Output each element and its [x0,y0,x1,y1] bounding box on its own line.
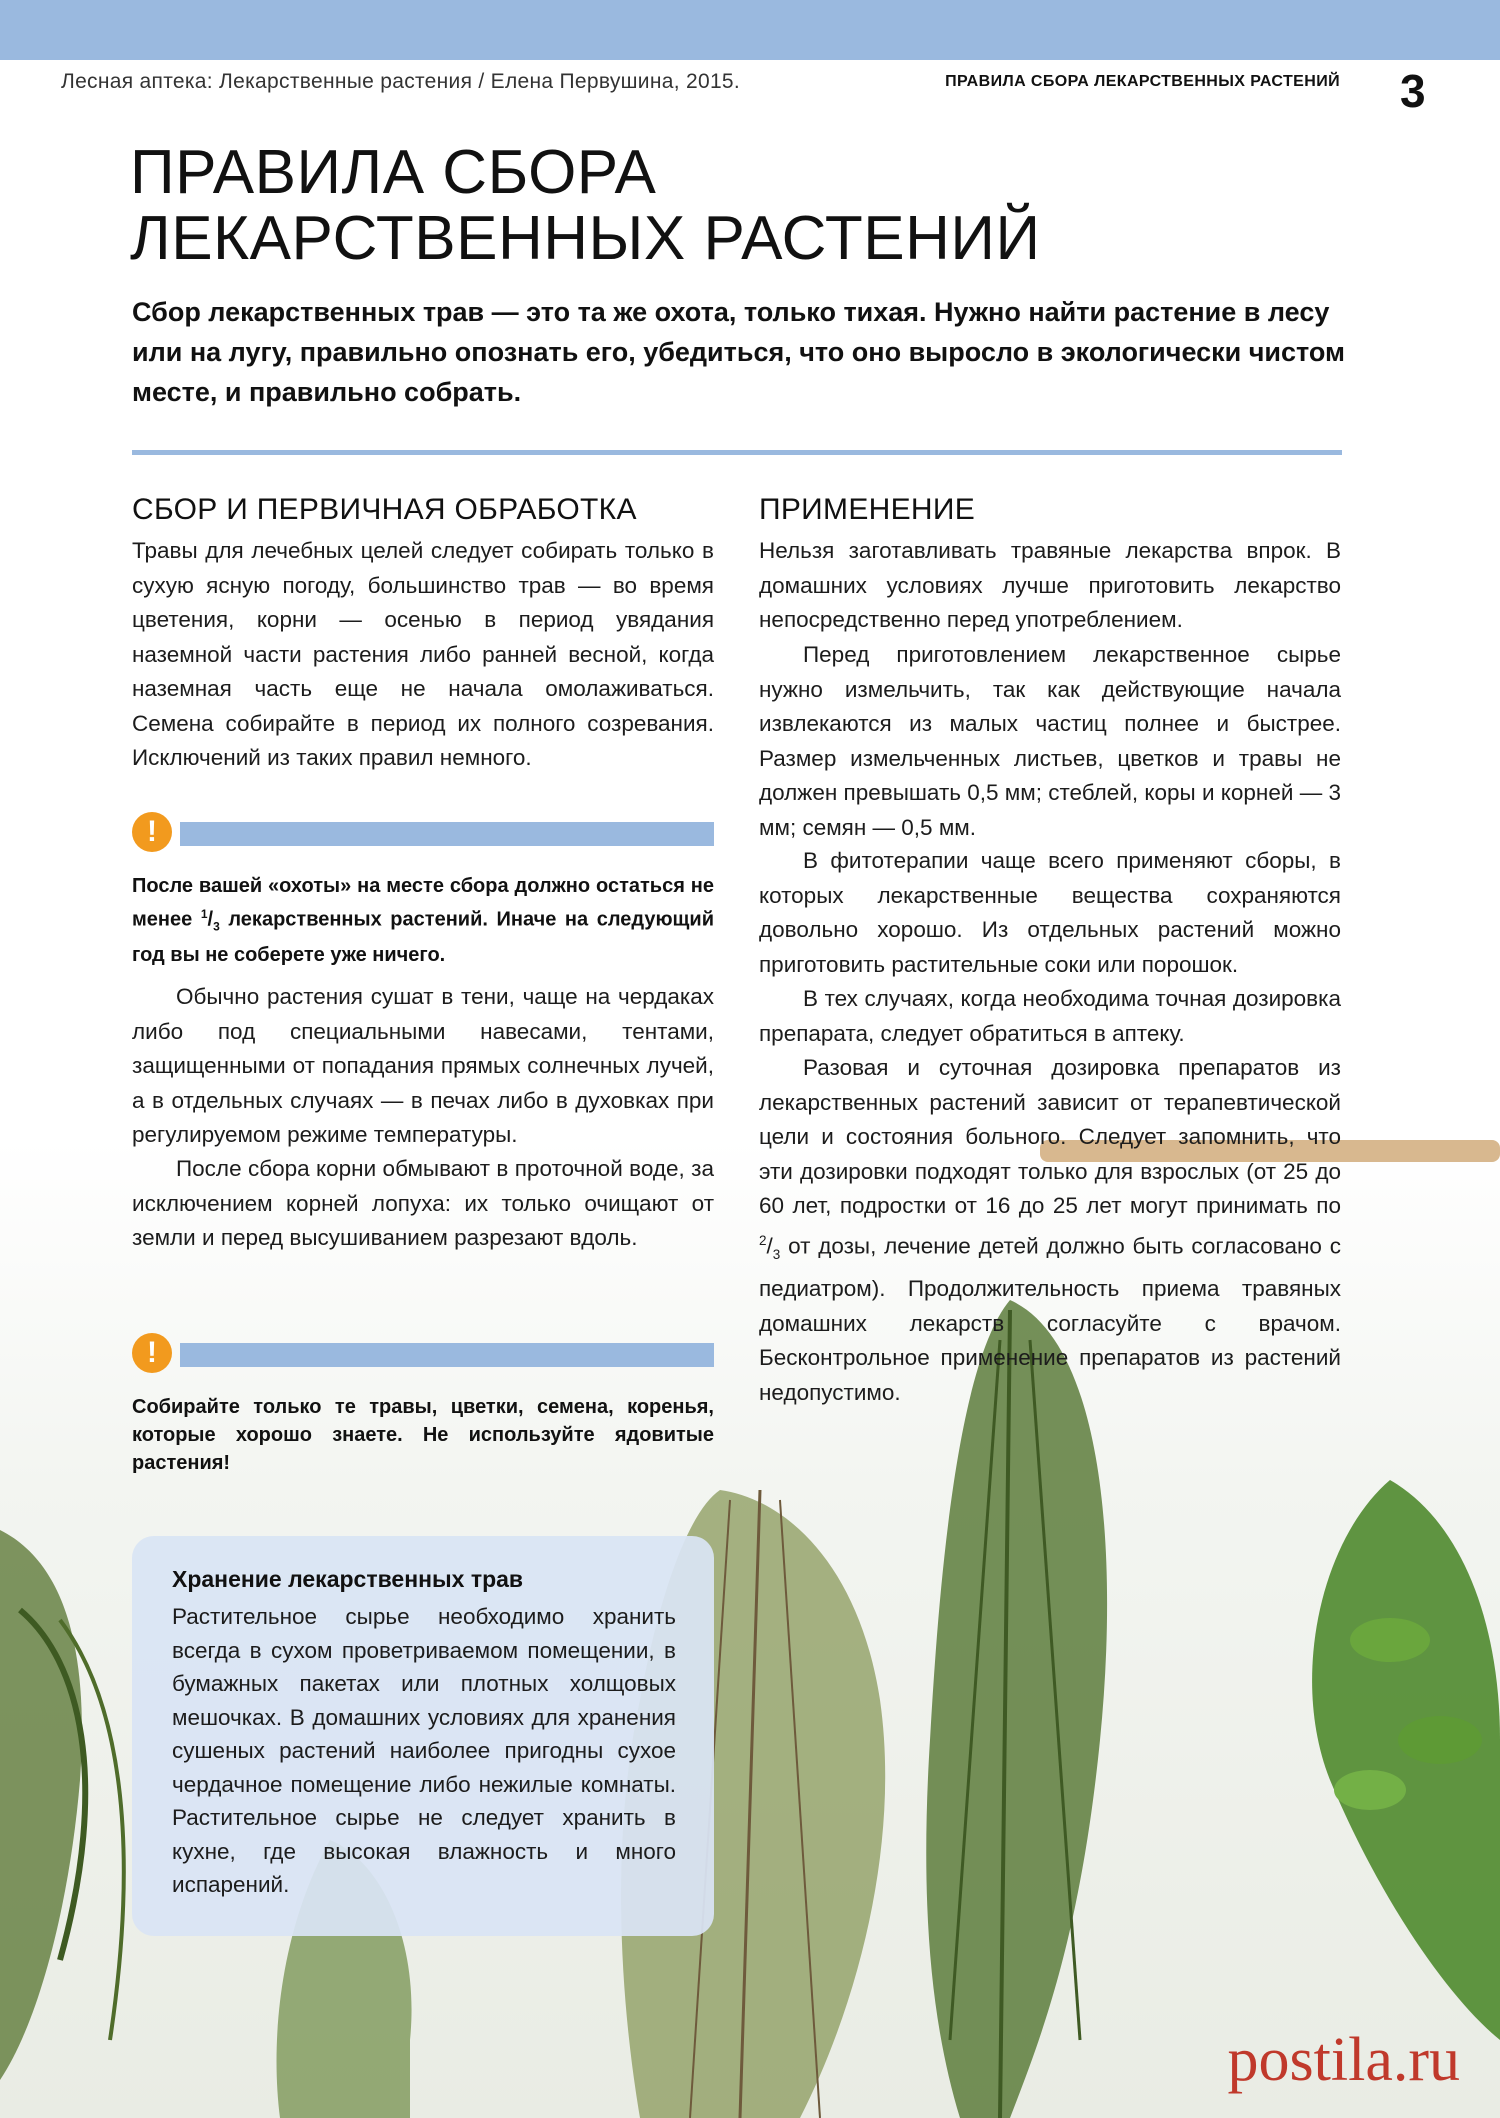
paragraph-herbal-mixtures: В фитотерапии чаще всего применяют сборы, в которых лекарственные вещества сохраняются довольно хорошо. Из отдельных растений можно приготовить растительные соки или порошок. [759,848,1341,977]
warning-text-known-herbs: Собирайте только те травы, цветки, семена, коренья, которые хорошо знаете. Не используйте ядовитые растения! [132,1396,714,1474]
warning-text-one-third: После вашей «охоты» на месте сбора должно остаться не менее $^1/_3$ лекарственных растений. Иначе на следующий год вы не соберете уже ничего. [132,875,714,966]
warning-text-part: После вашей «охоты» на месте сбора должно остаться не менее [132,875,714,931]
exclamation-icon: ! [132,812,172,852]
watermark: postila.ru [1227,2026,1460,2094]
section-heading-application: ПРИМЕНЕНИЕ [759,493,976,526]
storage-title: Хранение лекарственных трав [172,1566,524,1592]
fraction-denominator: 3 [772,1246,781,1262]
paragraph-pharmacy: В тех случаях, когда необходима точная дозировка препарата, следует обратиться в аптеку. [759,986,1341,1046]
running-head: Лесная аптека: Лекарственные растения / Елена Первушина, 2015. [61,70,741,93]
paragraph-drying: Обычно растения сушат в тени, чаще на чердаках либо под специальными навесами, тентами, защищенными от попадания прямых солнечных лучей, а в отдельных случаях — в печах либо в духовках при регулируемом режиме температуры. [132,984,714,1147]
fraction-denominator: 3 [213,919,220,934]
warning-bar [180,822,714,846]
dosage-text-part: от дозы, лечение детей должно быть согласовано с педиатром). Продолжительность приема травяных домашних лекарств согласуйте с врачом. Бесконтрольное применение препаратов из растений недопустимо. [759,1233,1341,1405]
page-number: 3 [1400,65,1426,117]
title-line-1: ПРАВИЛА СБОРА [130,138,657,207]
warning-text-part: лекарственных растений. Иначе на следующий год вы не соберете уже ничего. [132,908,714,966]
page-title [130,140,1041,272]
fraction-numerator: 1 [200,907,208,921]
paragraph-roots: После сбора корни обмывают в проточной воде, за исключением корней лопуха: их только очищают от земли и перед высушиванием разрезают вдоль. [132,1156,714,1250]
lead-paragraph: Сбор лекарственных трав — это та же охота, только тихая. Нужно найти растение в лесу или на лугу, правильно опознать его, убедиться, что оно выросло в экологически чистом месте, и правильно собрать. [132,297,1346,407]
section-header: ПРАВИЛА СБОРА ЛЕКАРСТВЕННЫХ РАСТЕНИЙ [945,73,1340,90]
divider-rule [132,450,1342,455]
paragraph-grinding: Перед приготовлением лекарственное сырье нужно измельчить, так как действующие начала извлекаются из малых частиц полнее и быстрее. Размер измельченных листьев, цветков и травы не должен превышать 0,5 мм; стеблей, коры и корней — 3 мм; семян — 0,5 мм. [759,642,1341,840]
storage-info-box [132,1536,714,1936]
paragraph-collection-rules: Травы для лечебных целей следует собирать только в сухую ясную погоду, большинство трав — во время цветения, корни — осенью в период увядания наземной части растения либо ранней весной, когда наземная часть еще не начала омолаживаться. Семена собирайте в период их полного созревания. Исключений из таких правил немного. [132,538,714,770]
top-color-bar [0,0,1500,60]
storage-text: Растительное сырье необходимо хранить всегда в сухом проветриваемом помещении, в бумажных пакетах или плотных холщовых мешочках. В домашних условиях для хранения сушеных растений наиболее пригодны сухое чердачное помещение либо нежилые комнаты. Растительное сырье не следует хранить в кухне, где высокая влажность и много испарений. [172,1604,676,1897]
section-heading-collection: СБОР И ПЕРВИЧНАЯ ОБРАБОТКА [132,493,637,526]
exclamation-icon: ! [132,1333,172,1373]
dosage-text-part: Разовая и суточная дозировка препаратов из лекарственных растений зависит от терапевтической цели и состояния больного. Следует запомнить, что эти дозировки подходят только для взрослых (от 25 до 60 лет, подростки от 16 до 25 лет могут принимать по [759,1055,1341,1218]
warning-bar [180,1343,714,1367]
paragraph-dosage: Разовая и суточная дозировка препаратов из лекарственных растений зависит от терапевтической цели и состояния больного. Следует запомнить, что эти дозировки подходят только для взрослых (от 25 до 60 лет, подростки от 16 до 25 лет могут принимать по $^2/_3$ от дозы, лечение детей должно быть согласовано с педиатром). Продолжительность приема травяных домашних лекарств согласуйте с врачом. Бесконтрольное применение препаратов из растений недопустимо. [759,1055,1341,1405]
paragraph-no-stockpiling: Нельзя заготавливать травяные лекарства впрок. В домашних условиях лучше приготовить лекарство непосредственно перед употреблением. [759,538,1341,632]
title-line-2: ЛЕКАРСТВЕННЫХ РАСТЕНИЙ [130,204,1041,273]
fraction-numerator: 2 [759,1232,767,1248]
